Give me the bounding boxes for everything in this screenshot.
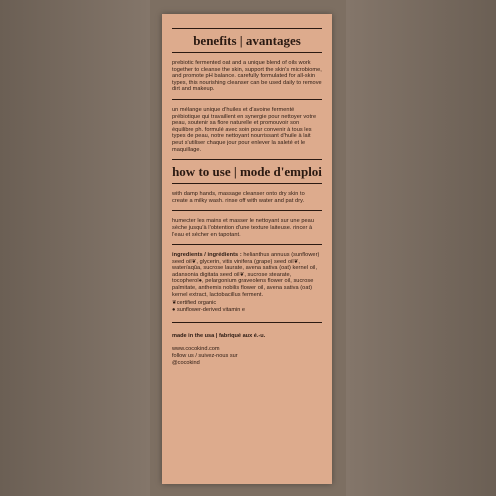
how-to-use-english-text: with damp hands, massage cleanser onto dry skin to create a milky wash. rinse off with water and pat dry. [172, 191, 305, 204]
divider-rule [172, 52, 322, 53]
divider-rule [172, 183, 322, 184]
how-to-use-heading: how to use | mode d'emploi [172, 164, 322, 180]
website-text: www.cocokind.com [172, 346, 220, 353]
benefits-english-text: prebiotic fermented oat and a unique blend of oils work together to cleanse the skin, support the skin's microbiome, and promote pH balance. carefully formulated for all-skin types, this nourishing cleanser can be used daily to remove dirt and makeup. [172, 60, 322, 93]
background-shadow-left [0, 0, 150, 496]
divider-rule [172, 244, 322, 245]
label-content [172, 14, 322, 367]
divider-rule [172, 210, 322, 211]
ingredients-text: helianthus annuus (sunflower) seed oil❦, glycerin, vitis vinifera (grape) seed oil❦, water/aqûa, sucrose laurate, avena sativa (oat) kernel oil, adansonia digitata seed oil❦, sucrose stearate, tocopherol●, pelargonium graveolens flower oil, sucrose palmitate, anthemis nobilis flower oil, avena sativa (oat) kernel extract, lactobacillus ferment. [172, 252, 320, 298]
how-to-use-french-text: humecter les mains et masser le nettoyant sur une peau sèche jusqu'à l'obtention d'une texture laiteuse. rincer à l'eau et sécher en tapotant. [172, 218, 314, 238]
ingredients-block [172, 252, 322, 298]
divider-rule [172, 159, 322, 160]
benefits-french-text: un mélange unique d'huiles et d'avoine fermenté prébiotique qui travaillent en synergie pour nettoyer votre peau, soutenir sa flore naturelle et promouvoir son équilibre ph. formulé avec soin pour convenir à tous les types de peau, notre nettoyant nourrissant d'huile à lait peut s'utiliser chaque jour pour enlever la saleté et le maquillage. [172, 106, 317, 153]
follow-text: follow us / suivez-nous sur [172, 353, 238, 360]
benefits-heading: benefits | avantages [193, 33, 301, 48]
made-in-text: made in the usa | fabriqué aux é.-u. [172, 332, 266, 339]
legend-organic: ❦certified organic [172, 300, 217, 307]
dot-icon: ● [172, 307, 176, 314]
product-label-panel [162, 14, 332, 484]
divider-rule [172, 28, 322, 29]
legend-vitamin-e: ● sunflower-derived vitamin e [172, 307, 246, 314]
ingredients-label: ingredients / ingrédients : [172, 252, 242, 259]
organic-leaf-icon: ❦ [172, 300, 177, 307]
social-handle-text: @cocokind [172, 360, 200, 367]
background-shadow-right [346, 0, 496, 496]
divider-rule [172, 99, 322, 100]
